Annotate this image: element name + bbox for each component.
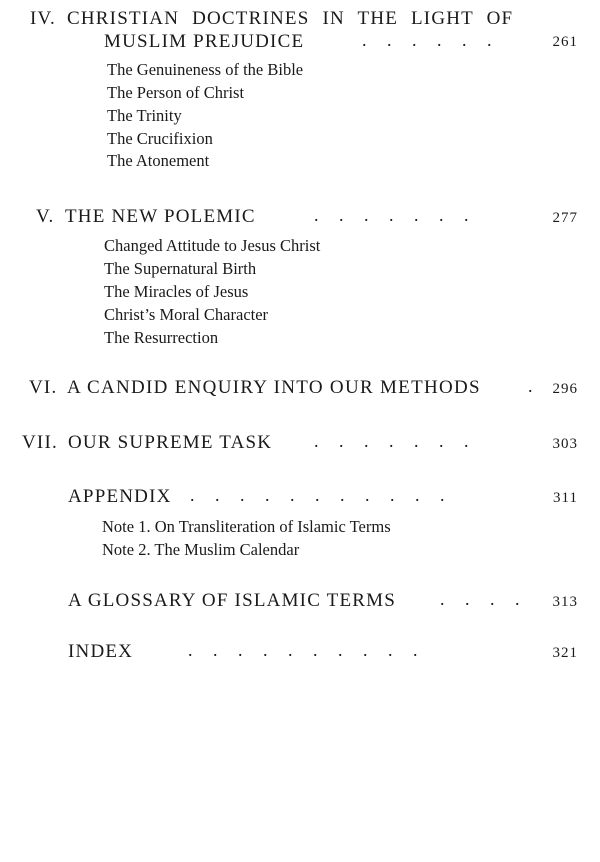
chapter-vii-page: 303	[552, 436, 578, 452]
chapter-vii-leader: . . . . . . .	[314, 431, 469, 451]
chapter-v-sub-5: The Resurrection	[104, 328, 219, 347]
chapter-vi-numeral: VI.	[29, 377, 58, 398]
appendix-note-2: Note 2. The Muslim Calendar	[102, 540, 300, 559]
chapter-iv-title-line1: CHRISTIAN DOCTRINES IN THE LIGHT OF	[67, 8, 514, 29]
chapter-iv-sub-5: The Atonement	[107, 151, 210, 170]
glossary-title: A GLOSSARY OF ISLAMIC TERMS	[68, 590, 397, 611]
appendix-page: 311	[553, 490, 578, 506]
chapter-v-page: 277	[552, 210, 578, 226]
chapter-v-sub-1: Changed Attitude to Jesus Christ	[104, 236, 321, 255]
chapter-vi-page: 296	[552, 381, 578, 397]
chapter-v-sub-2: The Supernatural Birth	[104, 259, 257, 278]
chapter-vi-leader: .	[528, 376, 533, 396]
chapter-v-numeral: V.	[36, 206, 55, 227]
chapter-v-title: THE NEW POLEMIC	[65, 206, 256, 227]
chapter-v-sub-4: Christ’s Moral Character	[104, 305, 269, 324]
chapter-iv-sub-3: The Trinity	[107, 106, 182, 125]
chapter-iv-sub-1: The Genuineness of the Bible	[107, 60, 304, 79]
chapter-iv-leader: . . . . . .	[362, 30, 492, 50]
appendix-title: APPENDIX	[68, 486, 172, 507]
chapter-iv-sub-2: The Person of Christ	[107, 83, 245, 102]
chapter-v-sub-3: The Miracles of Jesus	[104, 282, 249, 301]
index-title: INDEX	[68, 641, 134, 662]
chapter-iv-numeral: IV.	[30, 8, 56, 29]
appendix-leader: . . . . . . . . . . .	[190, 485, 445, 505]
chapter-v-leader: . . . . . . .	[314, 205, 469, 225]
chapter-iv-page: 261	[552, 34, 578, 50]
appendix-note-1: Note 1. On Transliteration of Islamic Terms	[102, 517, 391, 536]
chapter-iv-title-line2: MUSLIM PREJUDICE	[104, 31, 305, 52]
chapter-iv-sub-4: The Crucifixion	[107, 129, 213, 148]
glossary-leader: . . . .	[440, 589, 520, 609]
glossary-page: 313	[552, 594, 578, 610]
chapter-vii-title: OUR SUPREME TASK	[68, 432, 273, 453]
index-leader: . . . . . . . . . .	[188, 640, 418, 660]
index-page: 321	[552, 645, 578, 661]
chapter-vii-numeral: VII.	[22, 432, 58, 453]
chapter-vi-title: A CANDID ENQUIRY INTO OUR METHODS	[67, 377, 481, 398]
